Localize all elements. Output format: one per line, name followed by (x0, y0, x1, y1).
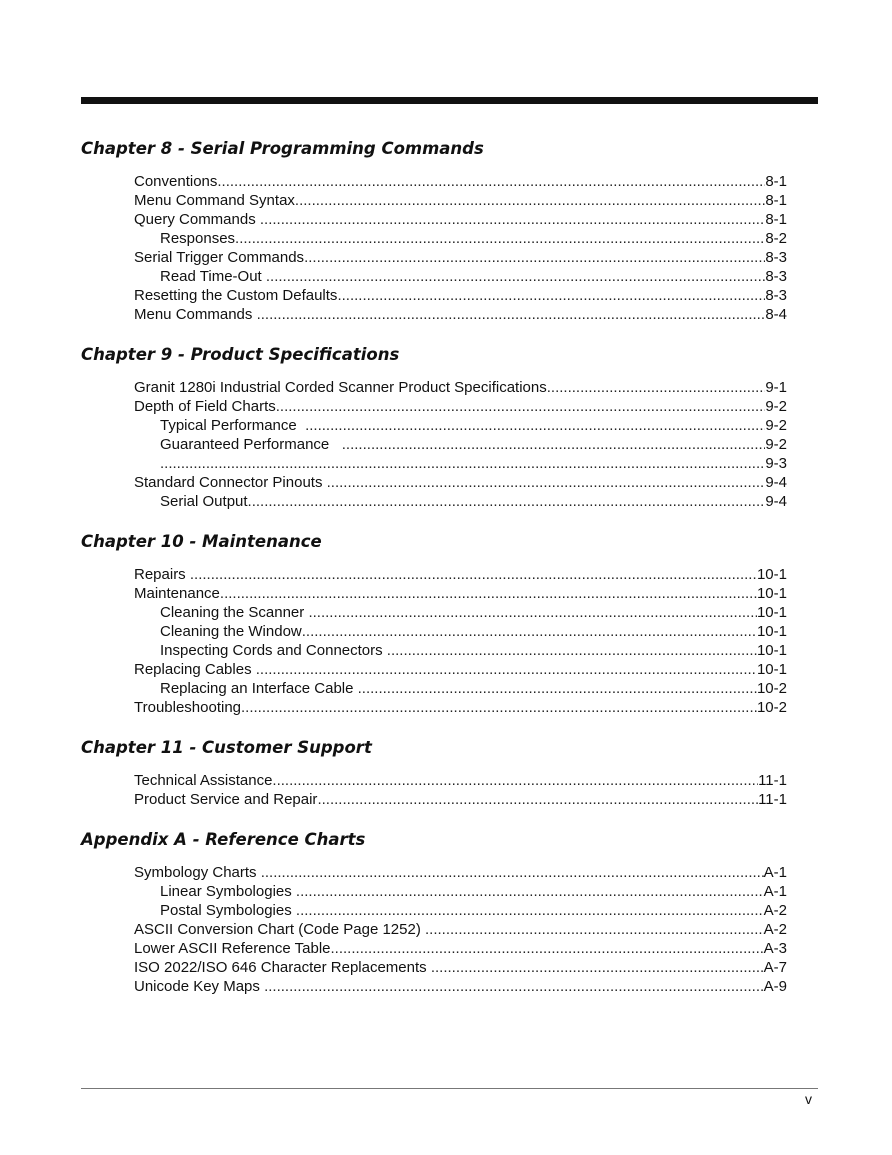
toc-entry-page: 8-1 (765, 192, 787, 209)
toc-entry[interactable] (81, 435, 787, 454)
toc-entry-label: Resetting the Custom Defaults (134, 287, 338, 304)
toc-entry-page: 10-1 (756, 566, 787, 583)
dot-leader (547, 378, 766, 397)
toc-entry-label: Repairs (134, 566, 190, 583)
toc-entry-page: 8-1 (765, 173, 787, 190)
toc-entry[interactable] (81, 977, 787, 996)
toc-entry[interactable] (81, 603, 787, 622)
dot-leader (272, 771, 758, 790)
toc-entry-label: ISO 2022/ISO 646 Character Replacements (134, 959, 431, 976)
dot-leader (337, 286, 765, 305)
toc-entry[interactable] (81, 901, 787, 920)
toc-section (81, 827, 787, 996)
toc-entry[interactable] (81, 939, 787, 958)
toc-entry-page: 10-1 (756, 661, 787, 678)
toc-section (81, 136, 787, 324)
toc-section (81, 735, 787, 809)
toc-entry-page: 11-1 (758, 791, 787, 808)
toc-entry[interactable] (81, 622, 787, 641)
toc-entry-page: 9-2 (765, 436, 787, 453)
toc-entry-page: A-2 (763, 921, 787, 938)
table-of-contents (81, 136, 787, 996)
dot-leader (327, 473, 766, 492)
toc-entry-label: Depth of Field Charts (134, 398, 276, 415)
toc-entry[interactable] (81, 882, 787, 901)
toc-entry[interactable] (81, 584, 787, 603)
section-heading: Appendix A - Reference Charts (81, 830, 366, 849)
toc-entry-label: Product Service and Repair (134, 791, 318, 808)
dot-leader (235, 229, 765, 248)
toc-entry-page: 10-1 (756, 642, 787, 659)
toc-entry[interactable] (81, 958, 787, 977)
toc-entry[interactable] (81, 454, 787, 473)
toc-entry-page: 9-4 (765, 474, 787, 491)
dot-leader (431, 958, 764, 977)
toc-entry[interactable] (81, 210, 787, 229)
toc-entry-page: 9-4 (765, 493, 787, 510)
toc-entry[interactable] (81, 397, 787, 416)
toc-entry-label: Postal Symbologies (160, 902, 296, 919)
toc-entry-label: Query Commands (134, 211, 260, 228)
toc-entry-label: Menu Commands (134, 306, 257, 323)
section-heading: Chapter 11 - Customer Support (81, 738, 372, 757)
toc-entry-page: 10-1 (756, 623, 787, 640)
toc-entry[interactable] (81, 863, 787, 882)
toc-entry-page: 8-3 (765, 268, 787, 285)
toc-entry[interactable] (81, 771, 787, 790)
toc-entry-page: A-2 (763, 902, 787, 919)
footer-rule (81, 1088, 818, 1089)
dot-leader (302, 622, 757, 641)
dot-leader (256, 660, 757, 679)
dot-leader (190, 565, 757, 584)
toc-entry-page: 11-1 (758, 772, 787, 789)
toc-entry[interactable] (81, 286, 787, 305)
dot-leader (308, 603, 757, 622)
toc-entry-label: Troubleshooting (134, 699, 242, 716)
toc-entry[interactable] (81, 305, 787, 324)
dot-leader (248, 492, 766, 511)
toc-entry-label: Granit 1280i Industrial Corded Scanner Product Specifications (134, 379, 547, 396)
toc-entry-label: Unicode Key Maps (134, 978, 265, 995)
toc-entry-label: Lower ASCII Reference Table (134, 940, 331, 957)
dot-leader (257, 305, 766, 324)
toc-entry[interactable] (81, 492, 787, 511)
toc-entry-page: 8-4 (765, 306, 787, 323)
dot-leader (261, 863, 764, 882)
toc-entry[interactable] (81, 267, 787, 286)
toc-entry-label: Read Time-Out (160, 268, 266, 285)
dot-leader (266, 267, 765, 286)
toc-entry[interactable] (81, 473, 787, 492)
toc-entry[interactable] (81, 920, 787, 939)
toc-entry-label: Conventions (134, 173, 218, 190)
toc-entry[interactable] (81, 191, 787, 210)
toc-entry-page: 9-2 (765, 398, 787, 415)
toc-entry-page: 10-1 (756, 604, 787, 621)
toc-entry-page: A-3 (763, 940, 787, 957)
toc-entry[interactable] (81, 790, 787, 809)
toc-entry-label: Maintenance (134, 585, 220, 602)
dot-leader (358, 679, 757, 698)
toc-section (81, 342, 787, 511)
toc-entry-page: A-1 (763, 883, 787, 900)
toc-section (81, 529, 787, 717)
dot-leader (296, 901, 764, 920)
dot-leader (387, 641, 757, 660)
toc-entry[interactable] (81, 378, 787, 397)
toc-entry[interactable] (81, 565, 787, 584)
toc-entry-page: 10-2 (756, 699, 787, 716)
toc-entry-page: 9-2 (765, 417, 787, 434)
toc-entry-page: 9-3 (765, 455, 787, 472)
toc-entry-label: Replacing Cables (134, 661, 256, 678)
dot-leader (160, 454, 765, 473)
dot-leader (276, 397, 766, 416)
toc-entry-page: A-1 (763, 864, 787, 881)
toc-entry-label: Cleaning the Window (160, 623, 302, 640)
dot-leader (305, 416, 765, 435)
dot-leader (317, 790, 758, 809)
toc-entry-label: Serial Trigger Commands (134, 249, 305, 266)
dot-leader (217, 172, 765, 191)
toc-entry-page: 8-1 (765, 211, 787, 228)
toc-entry[interactable] (81, 679, 787, 698)
section-heading: Chapter 8 - Serial Programming Commands (81, 139, 484, 158)
dot-leader (304, 248, 765, 267)
toc-entry-page: 9-1 (765, 379, 787, 396)
section-heading: Chapter 10 - Maintenance (81, 532, 322, 551)
dot-leader (425, 920, 764, 939)
dot-leader (296, 882, 764, 901)
toc-entry-label: ASCII Conversion Chart (Code Page 1252) (134, 921, 425, 938)
toc-entry-page: 10-2 (756, 680, 787, 697)
toc-entry[interactable] (81, 229, 787, 248)
dot-leader (264, 977, 764, 996)
dot-leader (241, 698, 757, 717)
toc-entry-label: Replacing an Interface Cable (160, 680, 358, 697)
toc-entry-label: Responses (160, 230, 236, 247)
dot-leader (331, 939, 764, 958)
toc-entry-page: A-7 (763, 959, 787, 976)
toc-entry-label: Standard Connector Pinouts (134, 474, 327, 491)
toc-entry-label: Serial Output (160, 493, 248, 510)
toc-entry[interactable] (81, 641, 787, 660)
toc-entry-label: Linear Symbologies (160, 883, 296, 900)
toc-entry-label: Typical Performance (160, 417, 306, 434)
toc-entry-page: A-9 (763, 978, 787, 995)
toc-entry[interactable] (81, 698, 787, 717)
toc-entry[interactable] (81, 172, 787, 191)
dot-leader (295, 191, 765, 210)
toc-entry[interactable] (81, 660, 787, 679)
toc-entry-label: Technical Assistance (134, 772, 273, 789)
toc-entry-page: 8-3 (765, 287, 787, 304)
section-heading: Chapter 9 - Product Specifications (81, 345, 400, 364)
dot-leader (260, 210, 765, 229)
toc-entry-label: Symbology Charts (134, 864, 261, 881)
toc-entry-page: 8-2 (765, 230, 787, 247)
toc-entry-page: 10-1 (756, 585, 787, 602)
toc-entry[interactable] (81, 416, 787, 435)
top-rule (81, 97, 818, 104)
toc-entry-label: Menu Command Syntax (134, 192, 295, 209)
dot-leader (220, 584, 757, 603)
toc-entry-label: Inspecting Cords and Connectors (160, 642, 387, 659)
dot-leader (342, 435, 766, 454)
page-number: v (805, 1091, 812, 1107)
toc-entry-label: Cleaning the Scanner (160, 604, 309, 621)
toc-entry-page: 8-3 (765, 249, 787, 266)
toc-entry[interactable] (81, 248, 787, 267)
toc-entry-label: Guaranteed Performance (160, 436, 342, 453)
